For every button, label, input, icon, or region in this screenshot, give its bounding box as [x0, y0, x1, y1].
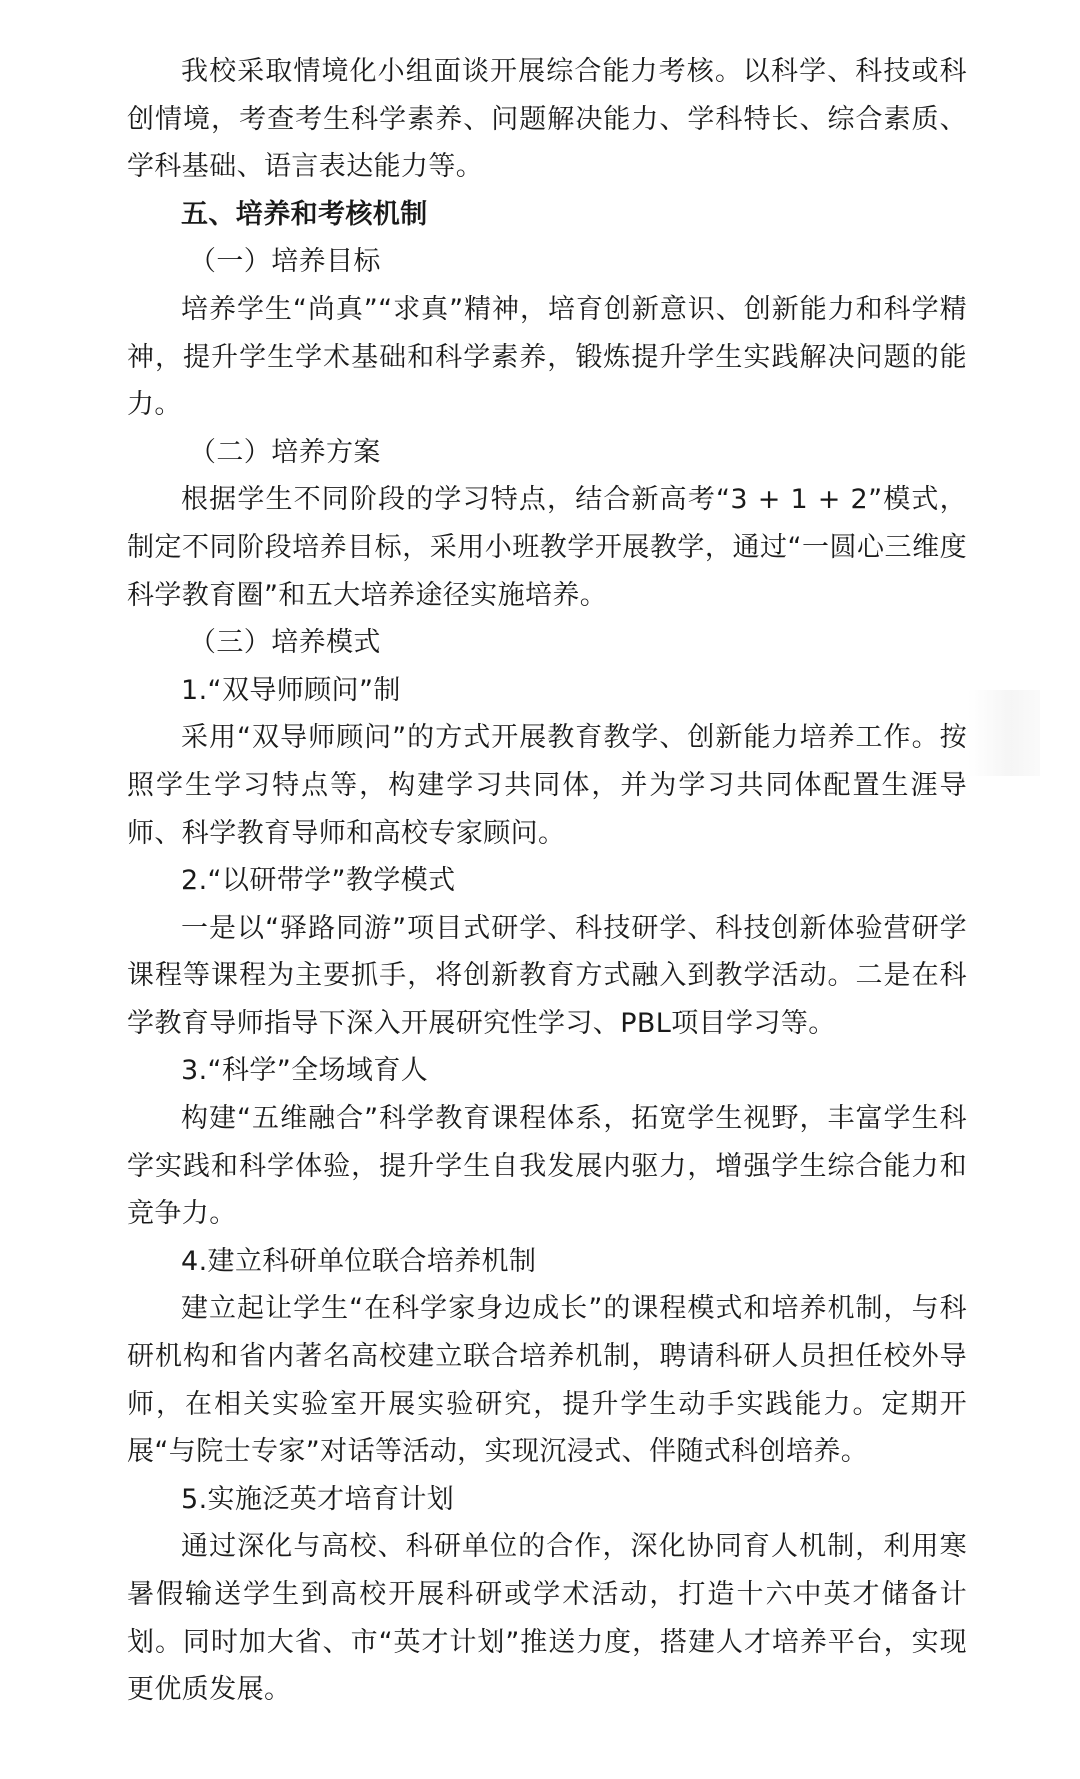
- mode-paragraph: 一是以“驿路同游”项目式研学、科技研学、科技创新体验营研学课程等课程为主要抓手，将创新教育方式融入到教学活动。二是在科学教育导师指导下深入开展研究性学习、PBL项目学习等。: [127, 912, 967, 1039]
- mode-title: 1.“双导师顾问”制: [181, 674, 401, 706]
- subsection-title: （三）培养模式: [189, 627, 381, 659]
- section-heading: 五、培养和考核机制: [181, 198, 428, 230]
- training-plan-paragraph: 根据学生不同阶段的学习特点，结合新高考“3 + 1 + 2”模式，制定不同阶段培养目标，采用小班教学开展教学，通过“一圆心三维度科学教育圈”和五大培养途径实施培养。: [127, 484, 967, 611]
- mode-paragraph: 通过深化与高校、科研单位的合作，深化协同育人机制，利用寒暑假输送学生到高校开展科研或学术活动，打造十六中英才储备计划。同时加大省、市“英才计划”推送力度，搭建人才培养平台，实现更优质发展。: [127, 1531, 967, 1706]
- subsection-title: （二）培养方案: [189, 436, 381, 468]
- document-body: [127, 48, 967, 1714]
- scan-shadow: [968, 690, 1040, 776]
- intro-paragraph: 我校采取情境化小组面谈开展综合能力考核。以科学、科技或科创情境，考查考生科学素养、问题解决能力、学科特长、综合素质、学科基础、语言表达能力等。: [127, 56, 967, 183]
- mode-title: 5.实施泛英才培育计划: [181, 1483, 455, 1515]
- mode-title: 4.建立科研单位联合培养机制: [181, 1245, 537, 1277]
- mode-paragraph: 构建“五维融合”科学教育课程体系，拓宽学生视野，丰富学生科学实践和科学体验，提升学生自我发展内驱力，增强学生综合能力和竞争力。: [127, 1103, 967, 1230]
- mode-title: 2.“以研带学”教学模式: [181, 865, 456, 897]
- mode-paragraph: 建立起让学生“在科学家身边成长”的课程模式和培养机制，与科研机构和省内著名高校建立联合培养机制，聘请科研人员担任校外导师，在相关实验室开展实验研究，提升学生动手实践能力。定期开展“与院士专家”对话等活动，实现沉浸式、伴随式科创培养。: [127, 1293, 967, 1468]
- mode-title: 3.“科学”全场域育人: [181, 1055, 429, 1087]
- mode-paragraph: 采用“双导师顾问”的方式开展教育教学、创新能力培养工作。按照学生学习特点等，构建学习共同体，并为学习共同体配置生涯导师、科学教育导师和高校专家顾问。: [127, 722, 967, 849]
- training-goal-paragraph: 培养学生“尚真”“求真”精神，培育创新意识、创新能力和科学精神，提升学生学术基础和科学素养，锻炼提升学生实践解决问题的能力。: [127, 293, 967, 421]
- subsection-title: （一）培养目标: [189, 246, 381, 278]
